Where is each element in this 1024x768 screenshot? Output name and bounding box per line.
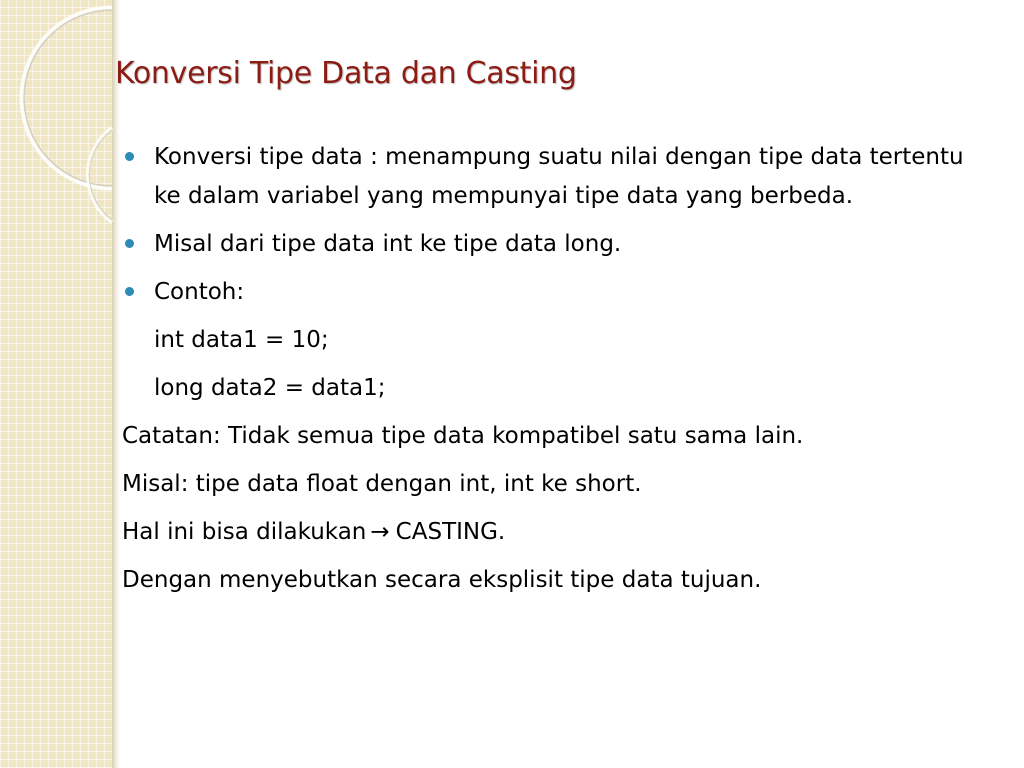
bullet-text: Misal dari tipe data int ke tipe data long. xyxy=(154,231,622,257)
code-line: long data2 = data1; xyxy=(154,375,386,401)
bullet-dot-icon xyxy=(125,287,134,296)
slide-title: Konversi Tipe Data dan Casting xyxy=(115,56,577,91)
code-line: int data1 = 10; xyxy=(154,327,329,353)
bullet-item xyxy=(122,138,982,216)
note-line: Dengan menyebutkan secara eksplisit tipe data tujuan. xyxy=(122,567,762,593)
note-line: Catatan: Tidak semua tipe data kompatibel satu sama lain. xyxy=(122,423,804,449)
decorative-side-panel xyxy=(0,0,112,768)
side-panel-edge xyxy=(112,0,120,768)
slide-content xyxy=(122,138,982,609)
bullet-item xyxy=(122,273,982,312)
bullet-text: Konversi tipe data : menampung suatu nilai dengan tipe data tertentu ke dalam variabel yang mempunyai tipe data yang berbeda. xyxy=(154,144,964,209)
note-line: Misal: tipe data float dengan int, int ke short. xyxy=(122,471,642,497)
bullet-item xyxy=(122,225,982,264)
note-line-casting xyxy=(122,513,982,552)
right-arrow-icon: → xyxy=(370,519,390,545)
bullet-dot-icon xyxy=(125,239,134,248)
note-text: CASTING. xyxy=(395,519,506,545)
note-text: Hal ini bisa dilakukan xyxy=(122,519,367,545)
bullet-text: Contoh: xyxy=(154,279,245,305)
bullet-dot-icon xyxy=(125,152,134,161)
